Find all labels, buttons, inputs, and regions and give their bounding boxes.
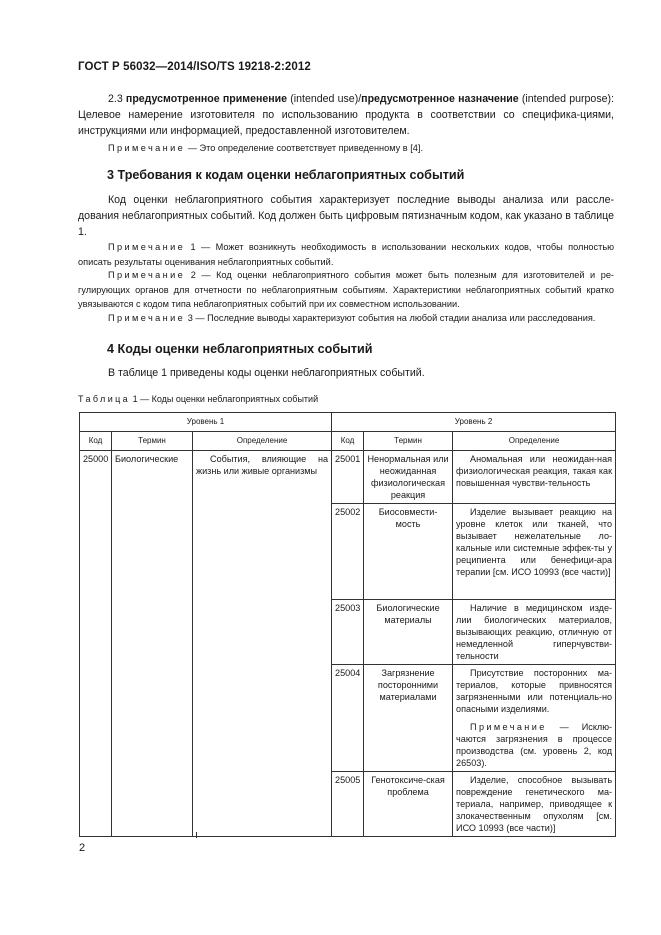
note-definition: [78, 141, 614, 156]
section-3-note-1: [78, 240, 614, 269]
col-def-2: Определение: [453, 432, 616, 451]
term-intended-use: предусмотренное применение: [125, 93, 288, 105]
definition-2-3: [78, 91, 614, 139]
level-1-header: Уровень 1: [80, 413, 332, 432]
row-definition: [453, 504, 616, 600]
l1-definition: [193, 451, 332, 837]
table-continuation-mark: [196, 832, 197, 838]
section-3-note-3: [78, 311, 614, 326]
col-def-1: Определение: [193, 432, 332, 451]
row-note-text: — Исклю-чаются загрязнения в процессе производства (см. уровень 2, код 26503).: [456, 722, 613, 768]
table-level-header: [80, 413, 616, 432]
note-text: — Это определение соответствует приведенному в [4].: [185, 143, 423, 153]
note-label: Примечание: [108, 143, 186, 153]
definition-number: 2.3: [108, 93, 123, 105]
row-term: Загрязнение посторонними материалами: [364, 665, 453, 772]
row-term: Биологические материалы: [364, 600, 453, 665]
row-definition-text: Аномальная или неожидан-ная физиологическая реакция, такая как повышенная чувстви-тельность: [456, 454, 613, 488]
section-3-body: Код оценки неблагоприятного события характеризует последние выводы анализа или рассле-дования неблагоприятных событий. Код должен быть цифровым пятизначным кодом, как указано в таблице 1.: [78, 194, 614, 238]
row-definition: [453, 665, 616, 772]
term-intended-purpose: предусмотренное назначение: [361, 93, 519, 105]
section-3-note-2: [78, 268, 614, 312]
row-definition-text: Присутствие посторонних ма-териалов, которые привносятся загрязненными или потенциаль-но опасными изделиями.: [456, 668, 613, 714]
note-label: Примечание: [108, 313, 186, 323]
row-code: 25004: [332, 665, 364, 772]
section-3-title: 3 Требования к кодам оценки неблагоприятных событий: [107, 168, 465, 182]
note-text: 1 — Может возникнуть необходимость в использовании нескольких кодов, чтобы полностью описать результаты оценивания неблагоприятных событий.: [78, 242, 614, 267]
l1-term: Биологические: [112, 451, 193, 837]
section-4-body: В таблице 1 приведены коды оценки неблагоприятных событий.: [108, 367, 425, 379]
level-2-header: Уровень 2: [332, 413, 616, 432]
l1-definition-text: События, влияющие на жизнь или живые организмы: [196, 454, 329, 476]
row-definition-text: Изделие, способное вызывать повреждение генетического ма-териала, например, приводящее к злокачественным опухолям [см. ИСО 10993 (все части)]: [456, 775, 613, 833]
row-term: Биосовмести-мость: [364, 504, 453, 600]
term-english: (intended use)/: [290, 93, 362, 105]
section-4-title: 4 Коды оценки неблагоприятных событий: [107, 342, 373, 356]
page-number: 2: [79, 842, 86, 854]
note-text: 2 — Код оценки неблагоприятного события может быть полезным для изготовителей и ре-гулирующих органов для отчетности по неблагоприятным событиям. Характеристики неблагоприятных событий кратко увязываются с кодом типа неблагоприятных событий при их совместном использовании.: [78, 270, 614, 309]
row-code: 25005: [332, 772, 364, 837]
row-note: [456, 721, 612, 769]
row-code: 25001: [332, 451, 364, 504]
table-caption: [78, 394, 318, 404]
document-header: ГОСТ Р 56032—2014/ISO/TS 19218-2:2012: [78, 61, 311, 73]
row-note-label: Примечание: [470, 722, 547, 732]
note-label: Примечание: [108, 270, 186, 280]
row-definition: [453, 451, 616, 504]
col-code-1: Код: [80, 432, 112, 451]
codes-table: [79, 412, 616, 837]
caption-label: Таблица: [78, 394, 131, 404]
row-term: Генотоксиче-ская проблема: [364, 772, 453, 837]
col-term-2: Термин: [364, 432, 453, 451]
row-code: 25003: [332, 600, 364, 665]
col-code-2: Код: [332, 432, 364, 451]
table-row: [80, 451, 616, 504]
definition-text: (intended purpose): Целевое намерение изготовителя по использованию продукта в соответствии со специфика-циями, инструкциями или информацией, предоставленной изготовителем.: [78, 93, 614, 137]
table-column-header: [80, 432, 616, 451]
note-text: 3 — Последние выводы характеризуют события на любой стадии анализа или расследования.: [185, 313, 596, 323]
row-definition-text: Изделие вызывает реакцию на уровне клеток или тканей, что вызывает нежелательные ло-кальные или системные эффек-ты у реципиента или бенефици-ара терапии [см. ИСО 10993 (все части)]: [456, 507, 613, 577]
row-code: 25002: [332, 504, 364, 600]
row-definition: [453, 772, 616, 837]
note-label: Примечание: [108, 242, 186, 252]
row-definition: [453, 600, 616, 665]
row-term: Ненормальная или неожиданная физиологическая реакция: [364, 451, 453, 504]
l1-code: 25000: [80, 451, 112, 837]
row-definition-text: Наличие в медицинском изде-лии биологических материалов, вызывающих реакцию, отличную от немедленной гиперчувстви-тельности: [456, 603, 613, 661]
col-term-1: Термин: [112, 432, 193, 451]
caption-text: 1 — Коды оценки неблагоприятных событий: [130, 394, 319, 404]
